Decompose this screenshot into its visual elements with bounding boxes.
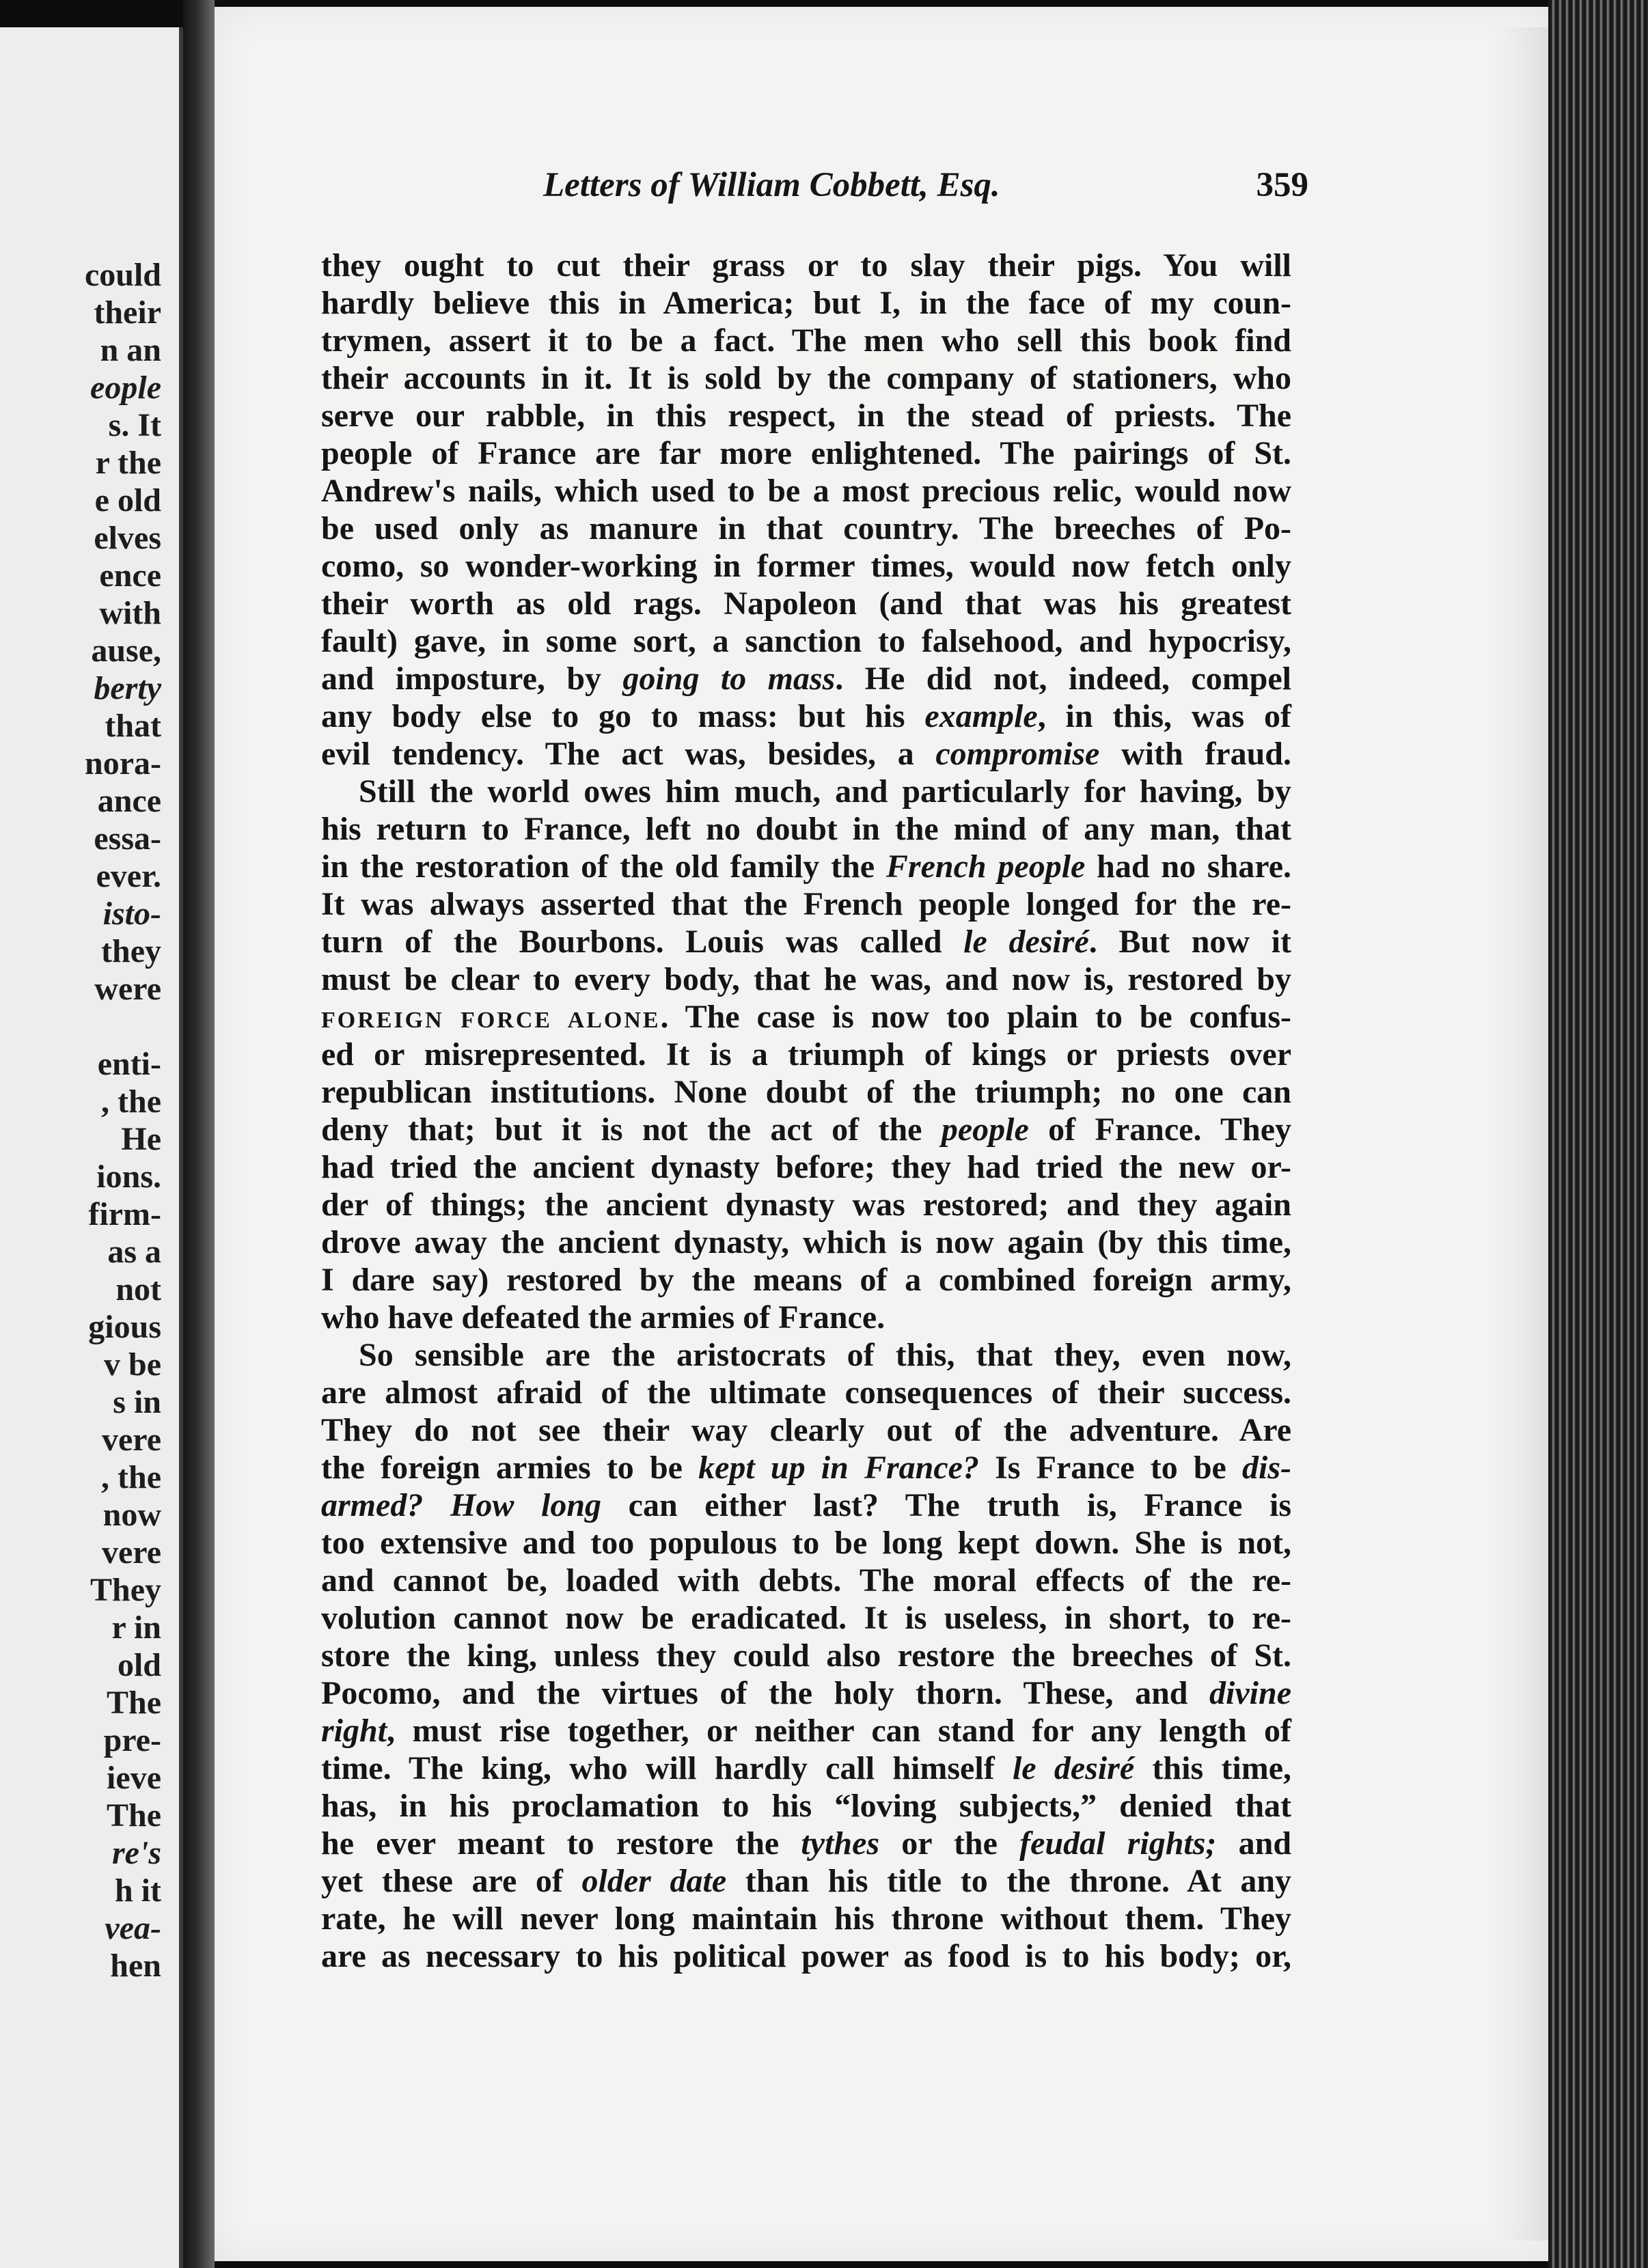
left-page-fragment: s. It: [108, 407, 161, 443]
text-line: [321, 735, 1291, 773]
text-run: the foreign armies to be: [321, 1450, 699, 1486]
text-line: It was always asserted that the French people longed for the re-: [321, 886, 1291, 922]
left-page-text-fragments: [0, 256, 179, 1984]
text-line: are almost afraid of the ultimate consequences of their success.: [321, 1374, 1291, 1411]
left-page-fragment: They: [90, 1572, 161, 1608]
text-run: with fraud.: [1099, 736, 1292, 772]
left-page-fragment: ions.: [96, 1159, 161, 1195]
left-page-fragment: r the: [95, 445, 161, 481]
left-page-fragment: essa-: [94, 820, 161, 857]
italic-run: tythes: [801, 1825, 880, 1862]
text-line: his return to France, left no doubt in the mind of any man, that: [321, 811, 1291, 847]
text-line: too extensive and too populous to be long kept down. She is not,: [321, 1525, 1291, 1561]
left-page-fragment: ause,: [91, 633, 161, 669]
italic-run: How long: [450, 1487, 602, 1523]
text-line: [321, 1449, 1291, 1486]
text-line: who have defeated the armies of France.: [321, 1299, 885, 1336]
text-line: [321, 1750, 1291, 1787]
text-run: , in this, was of: [1037, 698, 1291, 734]
italic-run: kept up in France?: [698, 1450, 979, 1486]
text-line: como, so wonder-working in former times, would now fetch only: [321, 548, 1291, 584]
left-page-fragment: firm-: [88, 1196, 161, 1232]
body-text: [321, 247, 1291, 1975]
left-page-fragment: ieve: [107, 1760, 161, 1796]
text-run: in the restoration of the old family the: [321, 848, 886, 885]
text-line: and cannot be, loaded with debts. The moral effects of the re-: [321, 1562, 1291, 1599]
text-line: [321, 1486, 1291, 1524]
left-page-fragment: elves: [94, 520, 161, 556]
text-run: [423, 1487, 450, 1523]
text-line: fault) gave, in some sort, a sanction to falsehood, and hypocrisy,: [321, 623, 1291, 659]
left-page-fragment: v be: [104, 1346, 161, 1383]
left-page-fragment: n an: [100, 332, 161, 368]
left-page-fragment: The: [106, 1685, 161, 1721]
text-line: [321, 1674, 1291, 1712]
text-run: Is France to be: [978, 1450, 1242, 1486]
text-run: deny that; but it is not the act of the: [321, 1111, 942, 1148]
text-line: republican institutions. None doubt of the triumph; no one can: [321, 1074, 1291, 1110]
page-block-edge: [1548, 0, 1648, 2268]
book-gutter: [183, 0, 215, 2268]
text-line: Andrew's nails, which used to be a most precious relic, would now: [321, 473, 1291, 509]
text-line: their accounts in it. It is sold by the company of stationers, who: [321, 360, 1291, 396]
left-page-fragment: enti-: [97, 1046, 161, 1082]
running-title: Letters of William Cobbett, Esq.: [543, 166, 1000, 204]
text-line: [321, 998, 1291, 1036]
text-line: [321, 923, 1291, 960]
page-number: 359: [1256, 166, 1308, 204]
italic-run: older date: [581, 1863, 727, 1899]
text-line: [321, 697, 1291, 735]
text-line: are as necessary to his political power as food is to his body; or,: [321, 1938, 1291, 1974]
left-page-fragment: The: [106, 1797, 161, 1834]
text-run: than his title to the throne. At any: [726, 1863, 1292, 1899]
text-run: . But now it: [1088, 924, 1292, 960]
text-line: had tried the ancient dynasty before; they had tried the new or-: [321, 1149, 1291, 1185]
italic-run: compromise: [935, 736, 1100, 772]
text-line: [321, 1862, 1291, 1900]
text-line: store the king, unless they could also restore the breeches of St.: [321, 1637, 1291, 1674]
left-page-fragment: vere: [101, 1422, 161, 1458]
left-page-fragment: h it: [114, 1872, 161, 1909]
left-page-fragment: isto-: [102, 896, 161, 932]
text-run: evil tendency. The act was, besides, a: [321, 736, 936, 772]
italic-run: going to mass: [622, 661, 836, 697]
text-line: has, in his proclamation to his “loving subjects,” denied that: [321, 1788, 1291, 1824]
left-page-fragment: e old: [94, 482, 161, 518]
text-run: yet these are of: [321, 1863, 582, 1899]
italic-run: le desiré: [963, 924, 1089, 960]
text-run: and: [1216, 1825, 1292, 1862]
italic-run: divine: [1209, 1675, 1291, 1711]
text-line: ed or misrepresented. It is a triumph of kings or priests over: [321, 1036, 1291, 1073]
italic-run: French people: [885, 848, 1086, 885]
text-run: he ever meant to restore the: [321, 1825, 801, 1862]
text-line: They do not see their way clearly out of the adventure. Are: [321, 1412, 1291, 1448]
text-run: this time,: [1134, 1750, 1292, 1786]
text-run: time. The king, who will hardly call himself: [321, 1750, 1013, 1786]
left-page-fragment: He: [121, 1121, 161, 1157]
text-line: drove away the ancient dynasty, which is now again (by this time,: [321, 1224, 1291, 1260]
text-line: trymen, assert it to be a fact. The men who sell this book find: [321, 322, 1291, 359]
text-run: had no share.: [1085, 848, 1292, 885]
left-page-fragment: not: [115, 1271, 161, 1308]
text-line: [321, 1712, 1291, 1750]
text-line: [321, 1111, 1291, 1148]
small-caps-run: FOREIGN FORCE ALONE: [321, 1008, 661, 1033]
left-page-fragment: ence: [99, 557, 161, 594]
text-run: of France. They: [1028, 1111, 1291, 1148]
text-line: must be clear to every body, that he was, and now is, restored by: [321, 961, 1291, 997]
italic-run: le desiré: [1012, 1750, 1135, 1786]
left-page-fragment: could: [84, 257, 161, 293]
text-run: any body else to go to mass: but his: [321, 698, 925, 734]
left-page-fragment: old: [117, 1647, 161, 1683]
left-page-fragment: berty: [94, 670, 161, 706]
italic-run: people: [941, 1111, 1029, 1148]
italic-run: example: [924, 698, 1038, 734]
text-line: serve our rabble, in this respect, in the stead of priests. The: [321, 398, 1291, 434]
left-page-fragment: their: [94, 294, 161, 331]
text-line: hardly believe this in America; but I, in the face of my coun-: [321, 285, 1291, 321]
left-page-fragment: nora-: [85, 745, 161, 782]
page-edge-shading: [1489, 27, 1548, 2241]
text-line: rate, he will never long maintain his throne without them. They: [321, 1900, 1291, 1937]
left-page-fragment: gious: [88, 1309, 161, 1345]
left-page-fragment: ance: [97, 783, 161, 819]
italic-run: dis-: [1242, 1450, 1291, 1486]
text-line: Still the world owes him much, and particularly for having, by: [359, 773, 1291, 810]
left-page-fragment: eople: [90, 370, 161, 406]
left-facing-page: [0, 27, 183, 2268]
italic-run: right: [321, 1713, 387, 1749]
left-page-fragment: that: [105, 708, 161, 744]
italic-run: feudal rights;: [1019, 1825, 1217, 1862]
text-line: [321, 848, 1291, 885]
text-run: , must rise together, or neither can stand for any length of: [387, 1713, 1291, 1749]
left-page-fragment: now: [102, 1497, 161, 1533]
text-run: . He did not, indeed, compel: [835, 661, 1292, 697]
text-line: people of France are far more enlightened. The pairings of St.: [321, 435, 1291, 471]
left-page-fragment: re's: [112, 1835, 161, 1871]
text-line: volution cannot now be eradicated. It is useless, in short, to re-: [321, 1600, 1291, 1636]
left-page-fragment: with: [99, 595, 161, 631]
left-page-fragment: r in: [111, 1609, 161, 1646]
text-line: [321, 660, 1291, 697]
left-page-fragment: vea-: [105, 1910, 161, 1946]
left-page-fragment: they: [101, 933, 161, 969]
left-page-fragment: as a: [107, 1234, 161, 1270]
left-page-fragment: ever.: [96, 858, 161, 894]
text-line: be used only as manure in that country. The breeches of Po-: [321, 510, 1291, 547]
text-line: their worth as old rags. Napoleon (and that was his greatest: [321, 585, 1291, 622]
left-page-fragment: hen: [110, 1948, 161, 1984]
text-line: [321, 1825, 1291, 1862]
text-run: can either last? The truth is, France is: [601, 1487, 1292, 1523]
left-page-fragment: pre-: [103, 1722, 161, 1758]
text-run: Pocomo, and the virtues of the holy thorn. These, and: [321, 1675, 1210, 1711]
left-page-fragment: were: [94, 971, 161, 1007]
left-page-fragment: vere: [101, 1534, 161, 1571]
text-run: and imposture, by: [321, 661, 623, 697]
left-page-fragment: , the: [101, 1459, 161, 1495]
text-line: I dare say) restored by the means of a combined foreign army,: [321, 1262, 1291, 1298]
left-page-fragment: s in: [113, 1384, 161, 1420]
text-line: So sensible are the aristocrats of this, that they, even now,: [359, 1337, 1291, 1373]
text-run: . The case is now too plain to be confus-: [660, 999, 1291, 1035]
text-run: or the: [879, 1825, 1020, 1862]
running-head: [543, 165, 1308, 213]
text-line: they ought to cut their grass or to slay their pigs. You will: [321, 247, 1291, 284]
italic-run: armed?: [321, 1487, 424, 1523]
text-run: turn of the Bourbons. Louis was called: [321, 924, 964, 960]
left-page-fragment: [0, 1008, 179, 1045]
left-page-fragment: , the: [101, 1083, 161, 1120]
text-line: der of things; the ancient dynasty was restored; and they again: [321, 1187, 1291, 1223]
